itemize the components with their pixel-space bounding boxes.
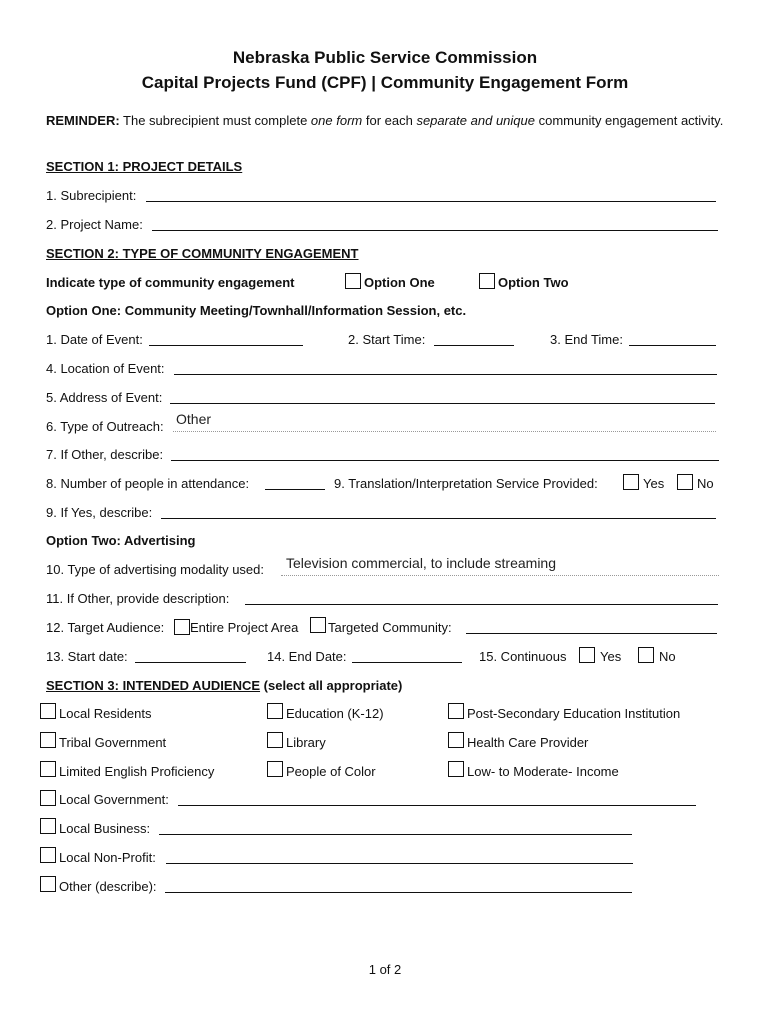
if-other-desc-field[interactable] xyxy=(245,604,718,605)
audience-tribal-government-label: Tribal Government xyxy=(59,735,167,750)
targeted-community-field[interactable] xyxy=(466,633,717,634)
address-label: 5. Address of Event: xyxy=(46,390,163,405)
option-one-heading: Option One: Community Meeting/Townhall/Information Session, etc. xyxy=(46,303,467,318)
continuous-yes-checkbox[interactable] xyxy=(579,647,595,663)
location-label: 4. Location of Event: xyxy=(46,361,165,376)
page-number: 1 of 2 xyxy=(368,962,402,977)
attendance-field[interactable] xyxy=(265,489,325,490)
continuous-yes-label: Yes xyxy=(600,649,622,664)
audience-education-label: Education (K-12) xyxy=(286,706,384,721)
audience-library-checkbox[interactable] xyxy=(267,732,283,748)
if-other-desc-label: 11. If Other, provide description: xyxy=(46,591,230,606)
target-audience-label: 12. Target Audience: xyxy=(46,620,165,635)
project-name-field[interactable] xyxy=(152,230,718,231)
local-government-field[interactable] xyxy=(178,805,696,806)
form-title: Capital Projects Fund (CPF) | Community Engagement Form xyxy=(141,73,629,92)
audience-local-nonprofit-checkbox[interactable] xyxy=(40,847,56,863)
if-yes-label: 9. If Yes, describe: xyxy=(46,505,153,520)
subrecipient-label: 1. Subrecipient: xyxy=(46,188,137,203)
reminder-label: REMINDER: xyxy=(46,113,120,128)
start-date-label: 13. Start date: xyxy=(46,649,128,664)
outreach-type-value: Other xyxy=(176,411,212,427)
audience-local-government-checkbox[interactable] xyxy=(40,790,56,806)
audience-lep-checkbox[interactable] xyxy=(40,761,56,777)
section-3-heading-suffix: (select all appropriate) xyxy=(260,678,403,693)
continuous-no-checkbox[interactable] xyxy=(638,647,654,663)
audience-local-nonprofit-label: Local Non-Profit: xyxy=(59,850,156,865)
translation-no-label: No xyxy=(697,476,714,491)
ad-modality-value: Television commercial, to include streaming xyxy=(286,555,556,571)
outreach-type-label: 6. Type of Outreach: xyxy=(46,419,164,434)
address-field[interactable] xyxy=(170,403,715,404)
outreach-type-field[interactable] xyxy=(173,431,716,432)
audience-post-secondary-checkbox[interactable] xyxy=(448,703,464,719)
continuous-no-label: No xyxy=(659,649,676,664)
audience-low-moderate-income-label: Low- to Moderate- Income xyxy=(467,764,619,779)
end-time-field[interactable] xyxy=(629,345,716,346)
location-field[interactable] xyxy=(174,374,717,375)
subrecipient-field[interactable] xyxy=(146,201,716,202)
end-date-label: 14. End Date: xyxy=(267,649,347,664)
option-one-label: Option One xyxy=(364,275,435,290)
entire-area-label: Entire Project Area xyxy=(190,620,299,635)
reminder-note xyxy=(46,111,726,130)
section-1-heading: SECTION 1: PROJECT DETAILS xyxy=(46,159,243,174)
if-other-field[interactable] xyxy=(171,460,719,461)
engagement-type-label: Indicate type of community engagement xyxy=(46,275,295,290)
audience-post-secondary-label: Post-Secondary Education Institution xyxy=(467,706,681,721)
audience-low-moderate-income-checkbox[interactable] xyxy=(448,761,464,777)
audience-other-checkbox[interactable] xyxy=(40,876,56,892)
translation-label: 9. Translation/Interpretation Service Provided: xyxy=(334,476,598,491)
targeted-community-checkbox[interactable] xyxy=(310,617,326,633)
local-nonprofit-field[interactable] xyxy=(166,863,633,864)
start-date-field[interactable] xyxy=(135,662,246,663)
reminder-text-2: for each xyxy=(362,113,417,128)
ad-modality-label: 10. Type of advertising modality used: xyxy=(46,562,264,577)
audience-other-label: Other (describe): xyxy=(59,879,157,894)
audience-local-business-checkbox[interactable] xyxy=(40,818,56,834)
translation-yes-label: Yes xyxy=(643,476,665,491)
continuous-label: 15. Continuous xyxy=(479,649,567,664)
start-time-field[interactable] xyxy=(434,345,514,346)
audience-local-business-label: Local Business: xyxy=(59,821,151,836)
reminder-emphasis-2: separate and unique xyxy=(416,113,535,128)
end-date-field[interactable] xyxy=(352,662,462,663)
audience-other-field[interactable] xyxy=(165,892,632,893)
audience-people-of-color-label: People of Color xyxy=(286,764,376,779)
audience-local-government-label: Local Government: xyxy=(59,792,169,807)
audience-local-residents-label: Local Residents xyxy=(59,706,152,721)
reminder-text-3: community engagement activity. xyxy=(534,113,724,128)
targeted-community-label: Targeted Community: xyxy=(328,620,452,635)
date-of-event-field[interactable] xyxy=(149,345,303,346)
audience-people-of-color-checkbox[interactable] xyxy=(267,761,283,777)
date-of-event-label: 1. Date of Event: xyxy=(46,332,143,347)
section-2-heading: SECTION 2: TYPE OF COMMUNITY ENGAGEMENT xyxy=(46,246,359,261)
option-one-checkbox[interactable] xyxy=(345,273,361,289)
ad-modality-field[interactable] xyxy=(281,575,719,576)
form-title-agency: Nebraska Public Service Commission xyxy=(232,48,538,67)
section-3-heading: SECTION 3: INTENDED AUDIENCE xyxy=(46,678,261,693)
option-two-heading: Option Two: Advertising xyxy=(46,533,196,548)
audience-lep-label: Limited English Proficiency xyxy=(59,764,215,779)
audience-health-care-checkbox[interactable] xyxy=(448,732,464,748)
project-name-label: 2. Project Name: xyxy=(46,217,143,232)
local-business-field[interactable] xyxy=(159,834,632,835)
audience-local-residents-checkbox[interactable] xyxy=(40,703,56,719)
translation-yes-checkbox[interactable] xyxy=(623,474,639,490)
audience-tribal-government-checkbox[interactable] xyxy=(40,732,56,748)
if-other-label: 7. If Other, describe: xyxy=(46,447,164,462)
audience-education-checkbox[interactable] xyxy=(267,703,283,719)
translation-no-checkbox[interactable] xyxy=(677,474,693,490)
if-yes-field[interactable] xyxy=(161,518,716,519)
audience-library-label: Library xyxy=(286,735,326,750)
option-two-label: Option Two xyxy=(498,275,569,290)
reminder-text-1: The subrecipient must complete xyxy=(119,113,311,128)
option-two-checkbox[interactable] xyxy=(479,273,495,289)
audience-health-care-label: Health Care Provider xyxy=(467,735,589,750)
attendance-label: 8. Number of people in attendance: xyxy=(46,476,250,491)
section-3-heading-row xyxy=(46,678,402,693)
reminder-emphasis-1: one form xyxy=(310,113,363,128)
entire-area-checkbox[interactable] xyxy=(174,619,190,635)
end-time-label: 3. End Time: xyxy=(550,332,623,347)
start-time-label: 2. Start Time: xyxy=(348,332,426,347)
